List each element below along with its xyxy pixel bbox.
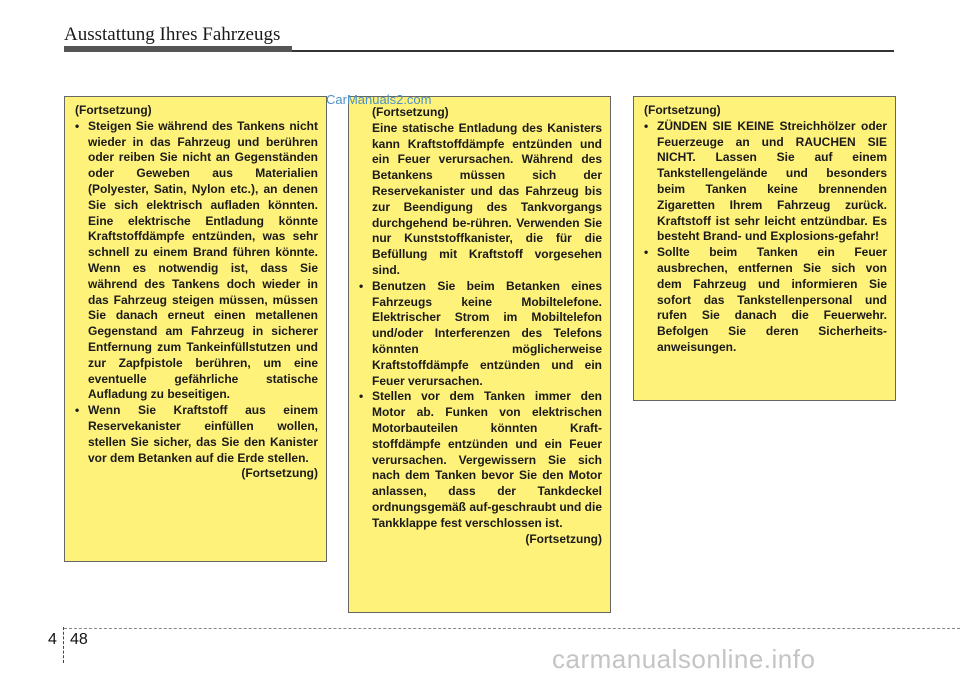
page-section-number: 4 <box>48 631 57 648</box>
box1-heading: (Fortsetzung) <box>75 103 152 117</box>
bullet-icon: • <box>359 389 364 404</box>
box3-item-2: • Sollte beim Tanken ein Feuer ausbrechen, entfernen Sie sich von dem Fahrzeug und informieren Sie sofort das Tankstellenpersonal und rufen Sie danach die Feuerwehr. Befolgen Sie deren Sicherheits-anweisungen. <box>644 245 887 354</box>
bullet-icon: • <box>75 118 80 133</box>
watermark-bottom: carmanualsonline.info <box>552 644 816 674</box>
box1-continued: (Fortsetzung) <box>241 466 318 481</box>
warning-box-3 <box>633 96 896 401</box>
box2-item-2: • Stellen vor dem Tanken immer den Motor ab. Funken von elektrischen Motorbauteilen könnten Kraft-stoffdämpfe entzünden und ein Feuer verursachen. Vergewissern Sie sich nach dem Tanken bevor Sie den Motor anlassen, dass der Tankdeckel ordnungsgemäß auf-geschraubt und die Tankklappe fest verschlossen ist. <box>359 389 603 530</box>
box1-item-2: • Wenn Sie Kraftstoff aus einem Reservekanister einfüllen wollen, stellen Sie sicher, das Sie den Kanister vor dem Betanken auf die Erde stellen. <box>75 403 318 465</box>
warning-box-1 <box>64 96 327 562</box>
footer-dashed-divider <box>63 627 64 663</box>
page-header-title: Ausstattung Ihres Fahrzeugs <box>64 24 281 45</box>
box2-item-1: • Benutzen Sie beim Betanken eines Fahrzeugs keine Mobiltelefone. Elektrischer Strom im Mobiltelefon und/oder Interferenzen des Telefons könnten möglicherweise Kraftstoffdämpfe entzünden und ein Feuer verursachen. <box>359 278 602 388</box>
box3-item-1: • ZÜNDEN SIE KEINE Streichhölzer oder Feuerzeuge an und RAUCHEN SIE NICHT. Lassen Sie auf einem Tankstellengelände und besonders beim Tanken keine brennenden Zigaretten Ihrem Fahrzeug zurück. Kraftstoff ist sehr leicht entzündbar. Es besteht Brand- und Explosions-gefahr! <box>644 118 887 244</box>
bullet-icon: • <box>359 278 364 293</box>
box2-intro: Eine statische Entladung des Kanisters kann Kraftstoffdämpfe entzünden und ein Feuer verursachen. Während des Betankens müssen sich der Reservekanister und das Fahrzeug bis zur Beendigung des Tankvorgangs durchgehend be-rühren. Verwenden Sie nur Kunststoffkanister, die für die Befüllung mit Kraftstoff vorgesehen sind. <box>372 120 602 277</box>
bullet-icon: • <box>75 403 80 418</box>
page-number: 48 <box>70 631 88 648</box>
header-rule-thin <box>292 50 894 52</box>
watermark-link-top[interactable]: CarManuals2.com <box>326 92 432 107</box>
box2-heading: (Fortsetzung) <box>372 105 449 119</box>
box3-heading: (Fortsetzung) <box>644 103 721 117</box>
header-rule-thick <box>64 46 292 52</box>
box1-item-1: • Steigen Sie während des Tankens nicht wieder in das Fahrzeug und berühren oder reiben Sie nicht an Gegenständen oder Geweben aus Materialien (Polyester, Satin, Nylon etc.), an denen Sie sich elektrisch aufladen könnten. Eine elektrische Entladung könnte Kraftstoffdämpfe entzünden, was sehr schnell zu einem Brand führen könnte. Wenn es notwendig ist, dass Sie während des Tankens doch wieder in das Fahrzeug steigen müssen, müssen Sie danach erneut einen metallenen Gegenstand am Fahrzeug in sicherer Entfernung zum Tankeinfüllstutzen und zur Zapfpistole berühren, um eine eventuelle gefährliche statische Aufladung zu beseitigen. <box>75 118 318 402</box>
bullet-icon: • <box>644 118 649 133</box>
bullet-icon: • <box>644 245 649 260</box>
warning-box-2 <box>348 96 611 613</box>
box2-continued: (Fortsetzung) <box>525 531 602 546</box>
footer-dashed-line <box>64 628 960 629</box>
